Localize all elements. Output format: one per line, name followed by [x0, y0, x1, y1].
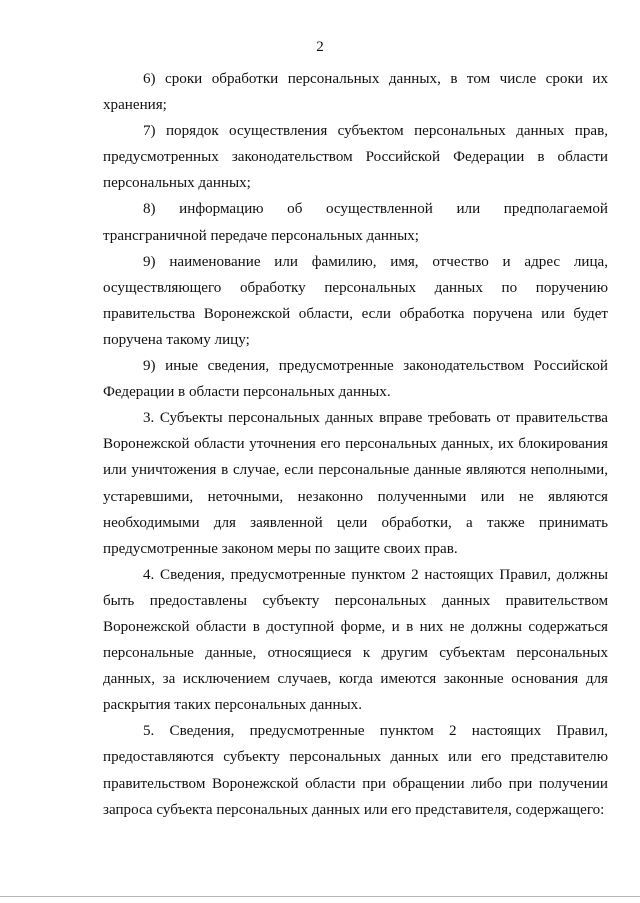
- paragraph-section-5: 5. Сведения, предусмотренные пунктом 2 настоящих Правил, предоставляются субъекту персональных данных или его представителю правительством Воронежской области при обращении либо при получении запроса субъекта персональных данных или его представителя, содержащего:: [103, 723, 608, 818]
- paragraph-section-4: 4. Сведения, предусмотренные пунктом 2 настоящих Правил, должны быть предоставлены субъекту персональных данных правительством Воронежской области в доступной форме, и в них не должны содержаться персональные данные, относящиеся к другим субъектам персональных данных, за исключением случаев, когда имеются законные основания для раскрытия таких персональных данных.: [103, 566, 608, 714]
- document-body: [103, 66, 608, 823]
- page-number: 2: [316, 39, 324, 55]
- paragraph-section-3: 3. Субъекты персональных данных вправе требовать от правительства Воронежской области уточнения его персональных данных, их блокирования или уничтожения в случае, если персональные данные являются неполными, устаревшими, неточными, незаконно полученными или не являются необходимыми для заявленной цели обработки, а также принимать предусмотренные законом меры по защите своих прав.: [103, 410, 608, 557]
- paragraph-item-8: 8) информацию об осуществленной или предполагаемой трансграничной передаче персональных данных;: [103, 201, 608, 244]
- paragraph-item-6: 6) сроки обработки персональных данных, в том числе сроки их хранения;: [103, 71, 608, 114]
- paragraph-item-9-other: 9) иные сведения, предусмотренные законодательством Российской Федерации в области персональных данных.: [103, 358, 608, 401]
- paragraph-item-7: 7) порядок осуществления субъектом персональных данных прав, предусмотренных законодательством Российской Федерации в области персональных данных;: [103, 123, 608, 192]
- scan-bottom-edge: [0, 896, 640, 897]
- paragraph-item-9: 9) наименование или фамилию, имя, отчество и адрес лица, осуществляющего обработку персональных данных по поручению правительства Воронежской области, если обработка поручена или будет поручена такому лицу;: [103, 253, 608, 348]
